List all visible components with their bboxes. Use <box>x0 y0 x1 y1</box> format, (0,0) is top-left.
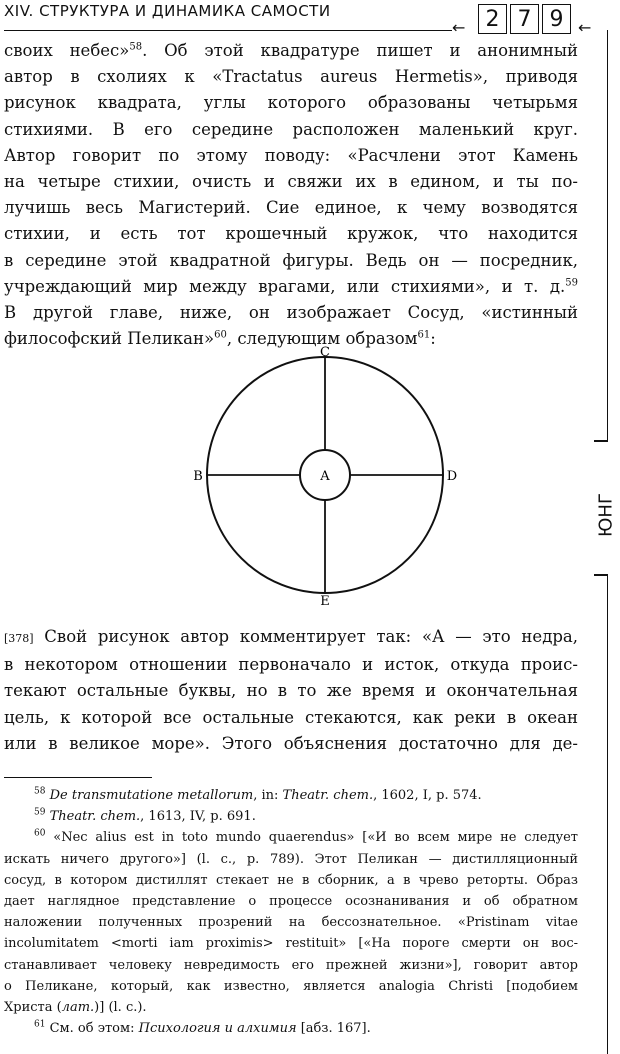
text-line: автор в схолиях к «Tractatus aureus Hermetis», приводя <box>4 67 578 87</box>
text-line: [378] Свой рисунок автор комментирует так: «А — это недра, <box>4 627 578 646</box>
footnote-rule <box>4 777 152 778</box>
footnote-60-line: наложении полученных прозрений на бессознательное. «Pristinam vitae <box>4 915 578 931</box>
footnote-60-line: искать ничего другого»] (l. c., p. 789). Этот Пеликан — дистилляционный <box>4 851 578 867</box>
text-line: стихии, и есть тот крошечный кружок, что находится <box>4 224 578 244</box>
text-line: рисунок квадрата, углы которого образованы четырьмя <box>4 93 578 113</box>
text-line: своих небес»$^{58}$. Об этой квадратуре пишет и анонимный <box>4 41 578 60</box>
page-digit: 7 <box>510 4 539 34</box>
paragraph-number: [378] <box>4 632 34 645</box>
text-line: в некотором отношении первоначало и исток, откуда проис- <box>4 655 578 675</box>
text-line: на четыре стихии, очисть и свяжи их в едином, и ты по- <box>4 172 578 192</box>
footnote-61: $^{61}$ См. об этом: Психология и алхимия [абз. 167]. <box>34 1019 371 1037</box>
footnote-60-line: Христа (лат.)] (l. c.). <box>4 1000 147 1016</box>
label-a: A <box>320 469 330 484</box>
text-line: В другой главе, ниже, он изображает Сосуд, «истинный <box>4 303 578 323</box>
running-title: XIV. СТРУКТУРА И ДИНАМИКА САМОСТИ <box>4 2 331 20</box>
margin-rule-lower <box>607 576 608 1054</box>
text-line: учреждающий мир между врагами, или стихиями», и т. д.$^{59}$ <box>4 276 578 296</box>
footnote-58: $^{58}$ De transmutatione metallorum, in: Theatr. chem., 1602, I, p. 574. <box>34 786 482 803</box>
footnote-60-line: incolumitatem <morti iam proximis> restituit» [«На пороге смерти он вос- <box>4 936 578 952</box>
label-c: C <box>320 345 330 360</box>
text-line: или в великое море». Этого объяснения достаточно для де- <box>4 733 578 753</box>
text-line: текают остальные буквы, но в то же время и окончательная <box>4 681 578 701</box>
page-number-box <box>478 4 574 34</box>
footnote-60-line: дает наглядное представление о процессе осознанивания и об обратном <box>4 894 578 910</box>
margin-rule-upper <box>607 30 608 440</box>
side-label: ЮНГ <box>595 493 617 537</box>
footnote-59: $^{59}$ Theatr. chem., 1613, IV, p. 691. <box>34 807 256 825</box>
text-line: в середине этой квадратной фигуры. Ведь он — посредник, <box>4 250 578 270</box>
page-digit: 2 <box>478 4 507 34</box>
footnote-60-line: $^{60}$ «Nec alius est in toto mundo quaerendus» [«И во всем мире не следует <box>34 829 578 846</box>
label-d: D <box>446 469 458 484</box>
left-arrow-icon: ← <box>578 18 592 37</box>
footnote-60-line: о Пеликане, который, как известно, является analogia Christi [подобием <box>4 978 578 994</box>
text-line: философский Пеликан»$^{60}$, следующим образом$^{61}$: <box>4 329 436 349</box>
header-rule <box>4 30 452 31</box>
left-arrow-icon: ← <box>452 18 466 37</box>
pelican-diagram <box>190 345 460 605</box>
footnote-60-line: станавливает человеку невредимость его прежней жизни»], говорит автор <box>4 957 578 973</box>
text-line: цель, к которой все остальные стекаются, как реки в океан <box>4 707 578 727</box>
page-digit: 9 <box>542 4 571 34</box>
paragraph-378 <box>4 624 578 757</box>
footnote-60-line: сосуд, в котором дистиллят стекает не в сборник, а в чрево реторты. Образ <box>4 872 578 888</box>
label-b: B <box>193 469 203 484</box>
footnotes <box>4 785 578 1039</box>
side-bracket-bottom <box>594 574 608 576</box>
side-bracket-top <box>594 440 608 442</box>
text-line: Автор говорит по этому поводу: «Расчлени этот Камень <box>4 145 578 165</box>
label-e: E <box>320 594 330 605</box>
text-line: лучишь весь Магистерий. Сие единое, к чему возводятся <box>4 198 578 218</box>
text-line: стихиями. В его середине расположен маленький круг. <box>4 119 578 139</box>
main-paragraph <box>4 38 578 352</box>
